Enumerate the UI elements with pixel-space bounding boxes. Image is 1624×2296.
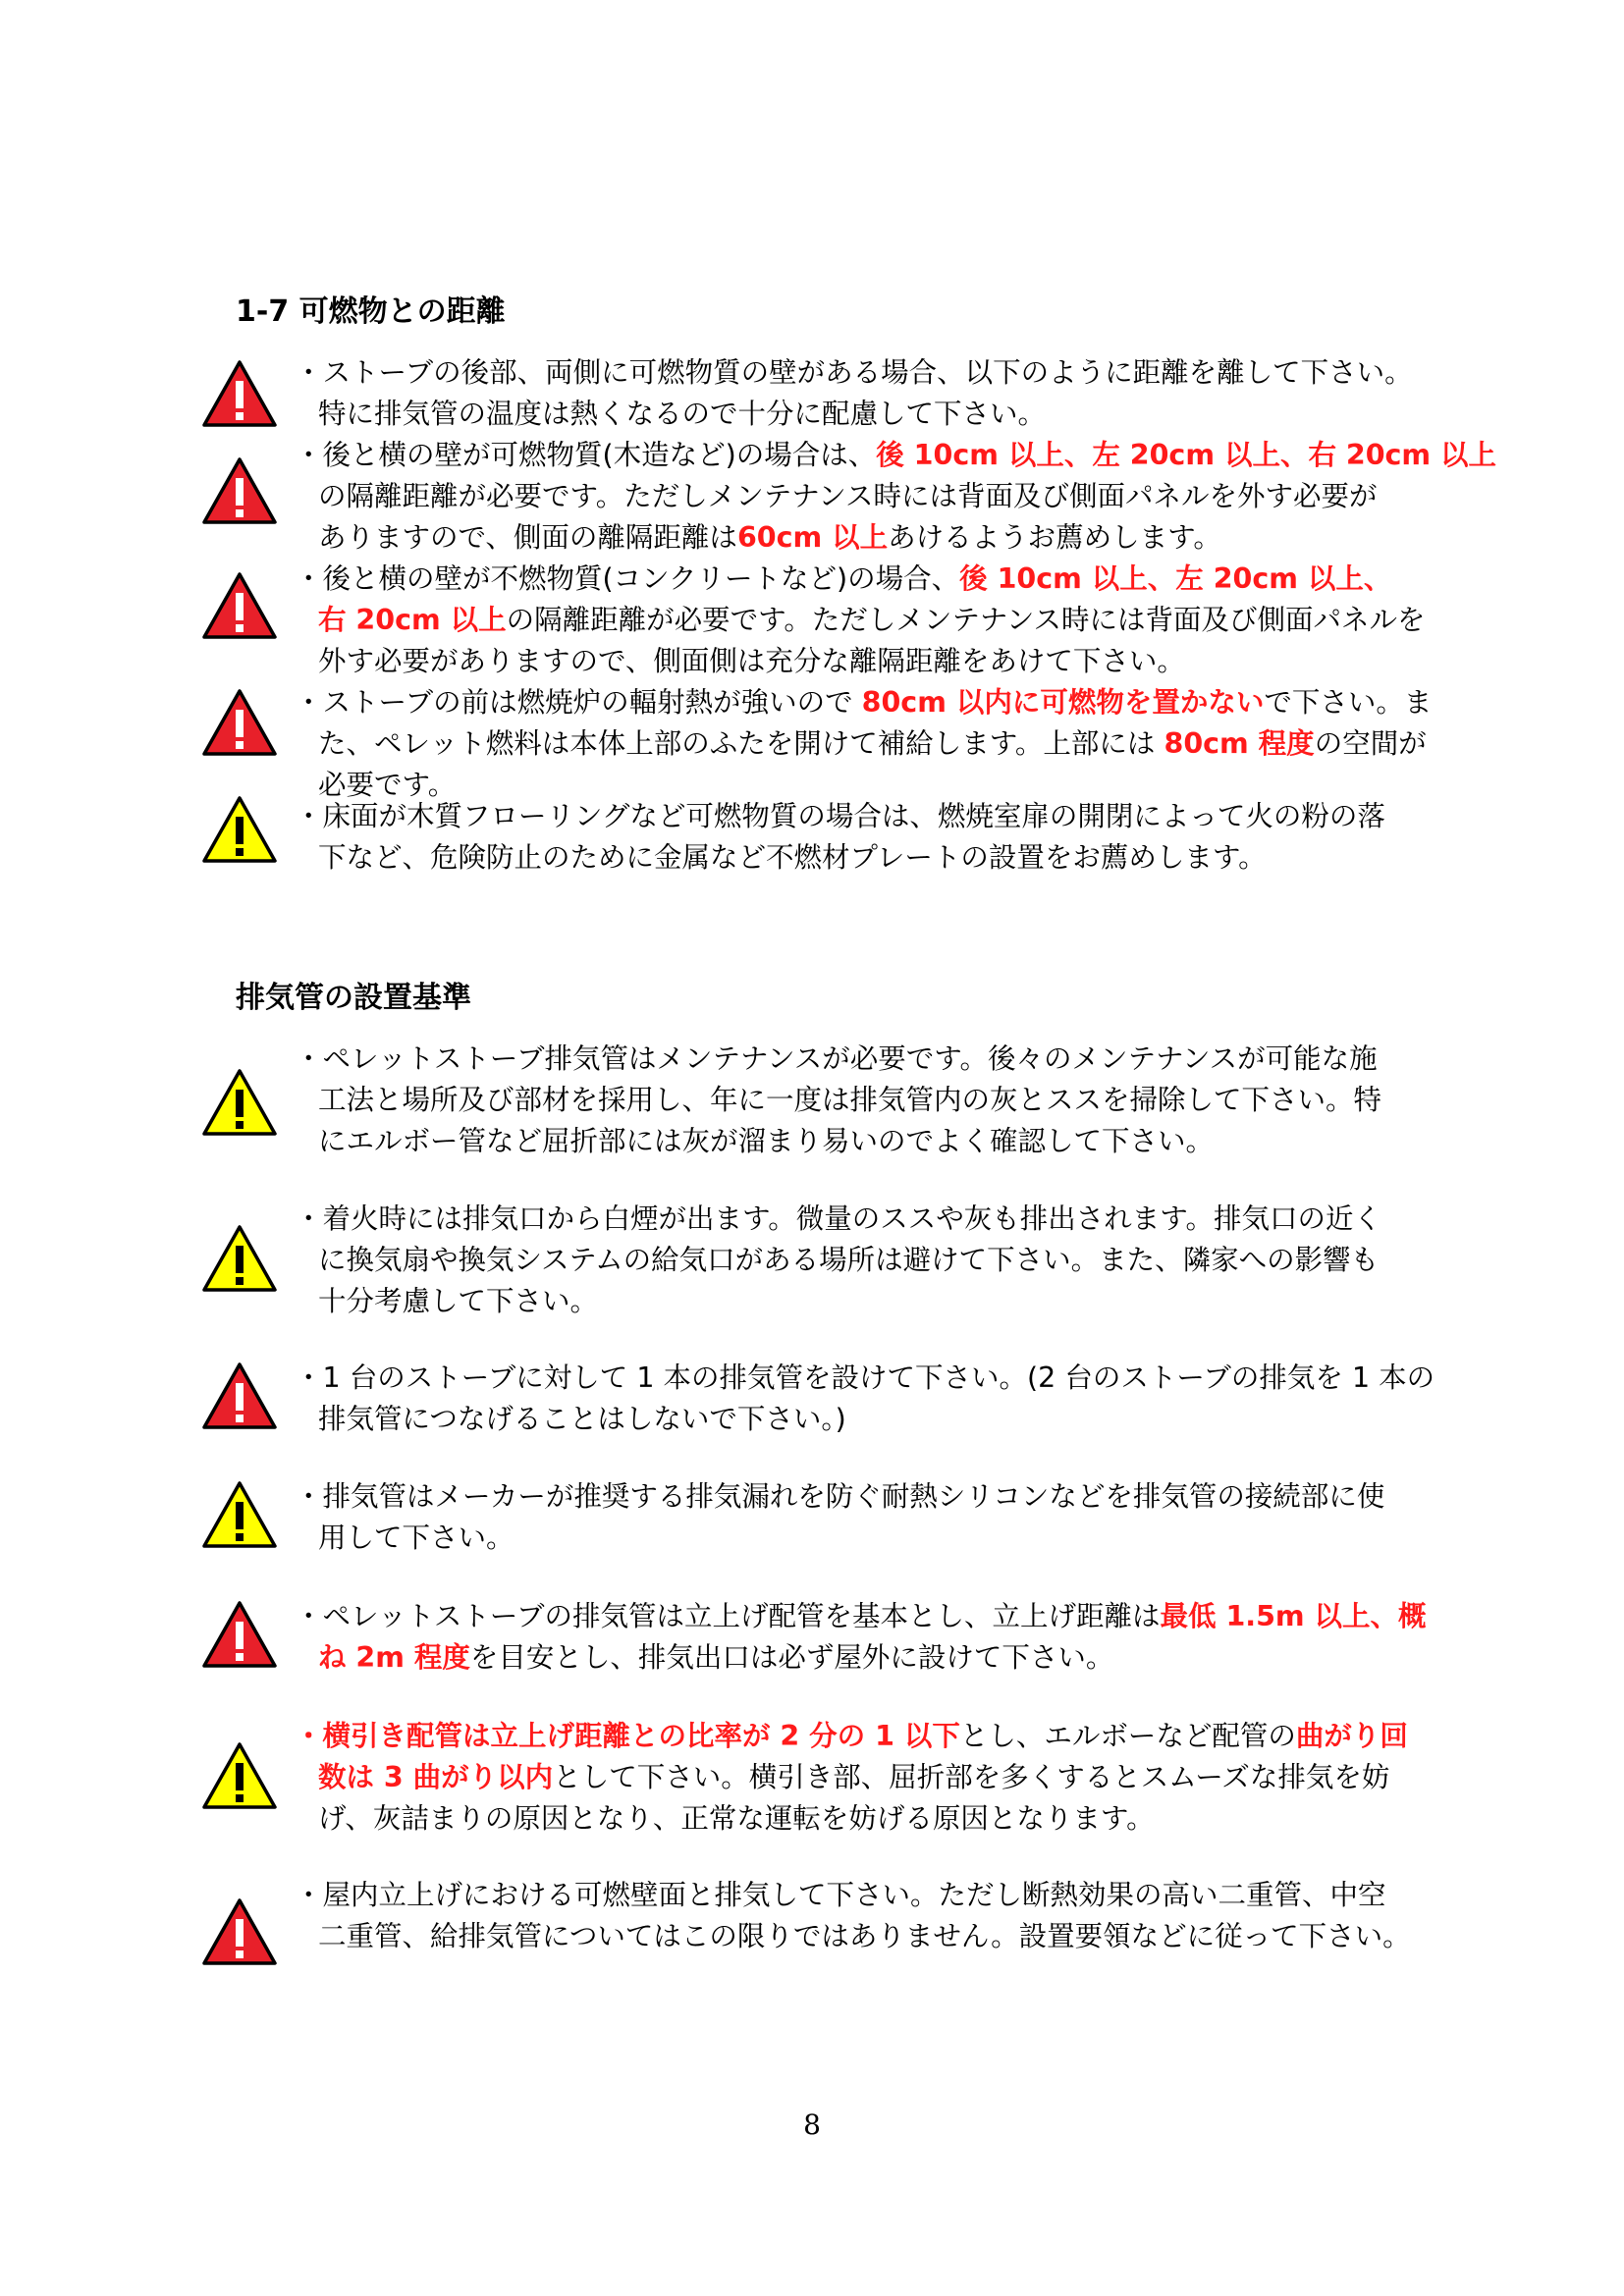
highlight-text: 右 20cm 以上: [318, 604, 507, 636]
text-line: 外す必要がありますので、側面側は充分な離隔距離をあけて下さい。: [318, 645, 1185, 677]
highlight-text: 最低 1.5m 以上、概: [1160, 1600, 1427, 1632]
section1-item-3: [295, 682, 1443, 806]
text-line: ・ペレットストーブ排気管はメンテナンスが必要です。後々のメンテナンスが可能な施: [295, 1042, 1378, 1075]
highlight-text: 80cm 程度: [1164, 727, 1315, 760]
text-line: ・屋内立上げにおける可燃壁面と排気して下さい。ただし断熱効果の高い二重管、中空: [295, 1879, 1386, 1911]
section2-item-6: [295, 1716, 1443, 1840]
text-line: 必要です。: [318, 769, 457, 801]
text-line: ・1 台のストーブに対して 1 本の排気管を設けて下さい。(2 台のストーブの排気を 1 本の: [295, 1362, 1435, 1394]
text-line: にエルボー管など屈折部には灰が溜まり易いのでよく確認して下さい。: [318, 1125, 1215, 1157]
section1-item-1: [295, 352, 1497, 559]
text-line: 右 20cm 以上の隔離距離が必要です。ただしメンテナンス時には背面及び側面パネルを: [318, 604, 1426, 636]
text-line: ・着火時には排気口から白煙が出ます。微量のススや灰も排出されます。排気口の近く: [295, 1202, 1381, 1235]
text-line: の隔離距離が必要です。ただしメンテナンス時には背面及び側面パネルを外す必要が: [318, 480, 1378, 512]
text-line: ・床面が木質フローリングなど可燃物質の場合は、燃焼室扉の開閉によって火の粉の落: [295, 800, 1385, 832]
text-line: ・ストーブの後部、両側に可燃物質の壁がある場合、以下のように距離を離して下さい。: [295, 356, 1413, 389]
text-line: ・後と横の壁が可燃物質(木造など)の場合は、後 10cm 以上、左 20cm 以上、右 20cm 以上: [295, 439, 1497, 471]
text-line: 数は 3 曲がり以内として下さい。横引き部、屈折部を多くするとスムーズな排気を妨: [318, 1761, 1390, 1793]
highlight-text: ね 2m 程度: [318, 1641, 470, 1674]
text-line: 排気管につなげることはしないで下さい。): [318, 1403, 846, 1435]
text-line: ・後と横の壁が不燃物質(コンクリートなど)の場合、後 10cm 以上、左 20cm 以上、: [295, 562, 1392, 595]
text-line: ・横引き配管は立上げ距離との比率が 2 分の 1 以下とし、エルボーなど配管の曲がり回: [295, 1720, 1408, 1752]
section-title-combustible-distance: 1-7 可燃物との距離: [236, 294, 506, 329]
warning-triangle-yellow-icon: [201, 1224, 278, 1293]
warning-triangle-red-icon: [201, 359, 278, 428]
highlight-text: 後 10cm 以上、左 20cm 以上、: [959, 562, 1392, 595]
section2-item-5: [295, 1596, 1443, 1679]
warning-triangle-red-icon: [201, 1600, 278, 1669]
text-line: 二重管、給排気管についてはこの限りではありません。設置要領などに従って下さい。: [318, 1920, 1411, 1952]
highlight-text: 後 10cm 以上、左 20cm 以上、右 20cm 以上: [876, 439, 1497, 471]
highlight-text: 曲がり回: [1295, 1720, 1408, 1752]
text-line: ・ペレットストーブの排気管は立上げ配管を基本とし、立上げ距離は最低 1.5m 以上、概: [295, 1600, 1427, 1632]
section2-item-3: [295, 1358, 1443, 1440]
text-line: ・ストーブの前は燃焼炉の輻射熱が強いので 80cm 以内に可燃物を置かないで下さい。ま: [295, 686, 1433, 719]
text-line: た、ペレット燃料は本体上部のふたを開けて補給します。上部には 80cm 程度の空間が: [318, 727, 1427, 760]
text-line: 用して下さい。: [318, 1522, 514, 1554]
highlight-text: ・横引き配管は立上げ距離との比率が 2 分の 1 以下: [295, 1720, 960, 1752]
text-line: ・排気管はメーカーが推奨する排気漏れを防ぐ耐熱シリコンなどを排気管の接続部に使: [295, 1480, 1385, 1513]
section2-item-4: [295, 1476, 1443, 1559]
warning-triangle-red-icon: [201, 1362, 278, 1430]
warning-triangle-red-icon: [201, 571, 278, 640]
section2-item-1: [295, 1039, 1443, 1162]
section2-item-2: [295, 1199, 1443, 1322]
warning-triangle-red-icon: [201, 1897, 278, 1966]
text-line: 下など、危険防止のために金属など不燃材プレートの設置をお薦めします。: [318, 841, 1267, 874]
highlight-text: 80cm 以内に可燃物を置かない: [861, 686, 1265, 719]
warning-triangle-yellow-icon: [201, 1068, 278, 1137]
text-line: に換気扇や換気システムの給気口がある場所は避けて下さい。また、隣家への影響も: [318, 1244, 1380, 1276]
warning-triangle-yellow-icon: [201, 1741, 278, 1810]
section1-item-2: [295, 559, 1443, 682]
text-line: 十分考慮して下さい。: [318, 1285, 599, 1317]
highlight-text: 数は 3 曲がり以内: [318, 1761, 554, 1793]
page-number: 8: [803, 2109, 821, 2141]
section-title-exhaust-pipe: 排気管の設置基準: [236, 981, 471, 1015]
warning-triangle-yellow-icon: [201, 795, 278, 864]
warning-triangle-red-icon: [201, 688, 278, 757]
section1-item-4: [295, 796, 1443, 879]
text-line: 特に排気管の温度は熱くなるので十分に配慮して下さい。: [318, 398, 1047, 430]
warning-triangle-yellow-icon: [201, 1480, 278, 1549]
section2-item-7: [295, 1875, 1443, 1957]
warning-triangle-red-icon: [201, 456, 278, 525]
highlight-text: 60cm 以上: [736, 521, 889, 554]
text-line: ありますので、側面の離隔距離は60cm 以上あけるようお薦めします。: [318, 521, 1221, 554]
text-line: ね 2m 程度を目安とし、排気出口は必ず屋外に設けて下さい。: [318, 1641, 1114, 1674]
text-line: げ、灰詰まりの原因となり、正常な運転を妨げる原因となります。: [318, 1802, 1155, 1835]
text-line: 工法と場所及び部材を採用し、年に一度は排気管内の灰とススを掃除して下さい。特: [318, 1084, 1382, 1116]
